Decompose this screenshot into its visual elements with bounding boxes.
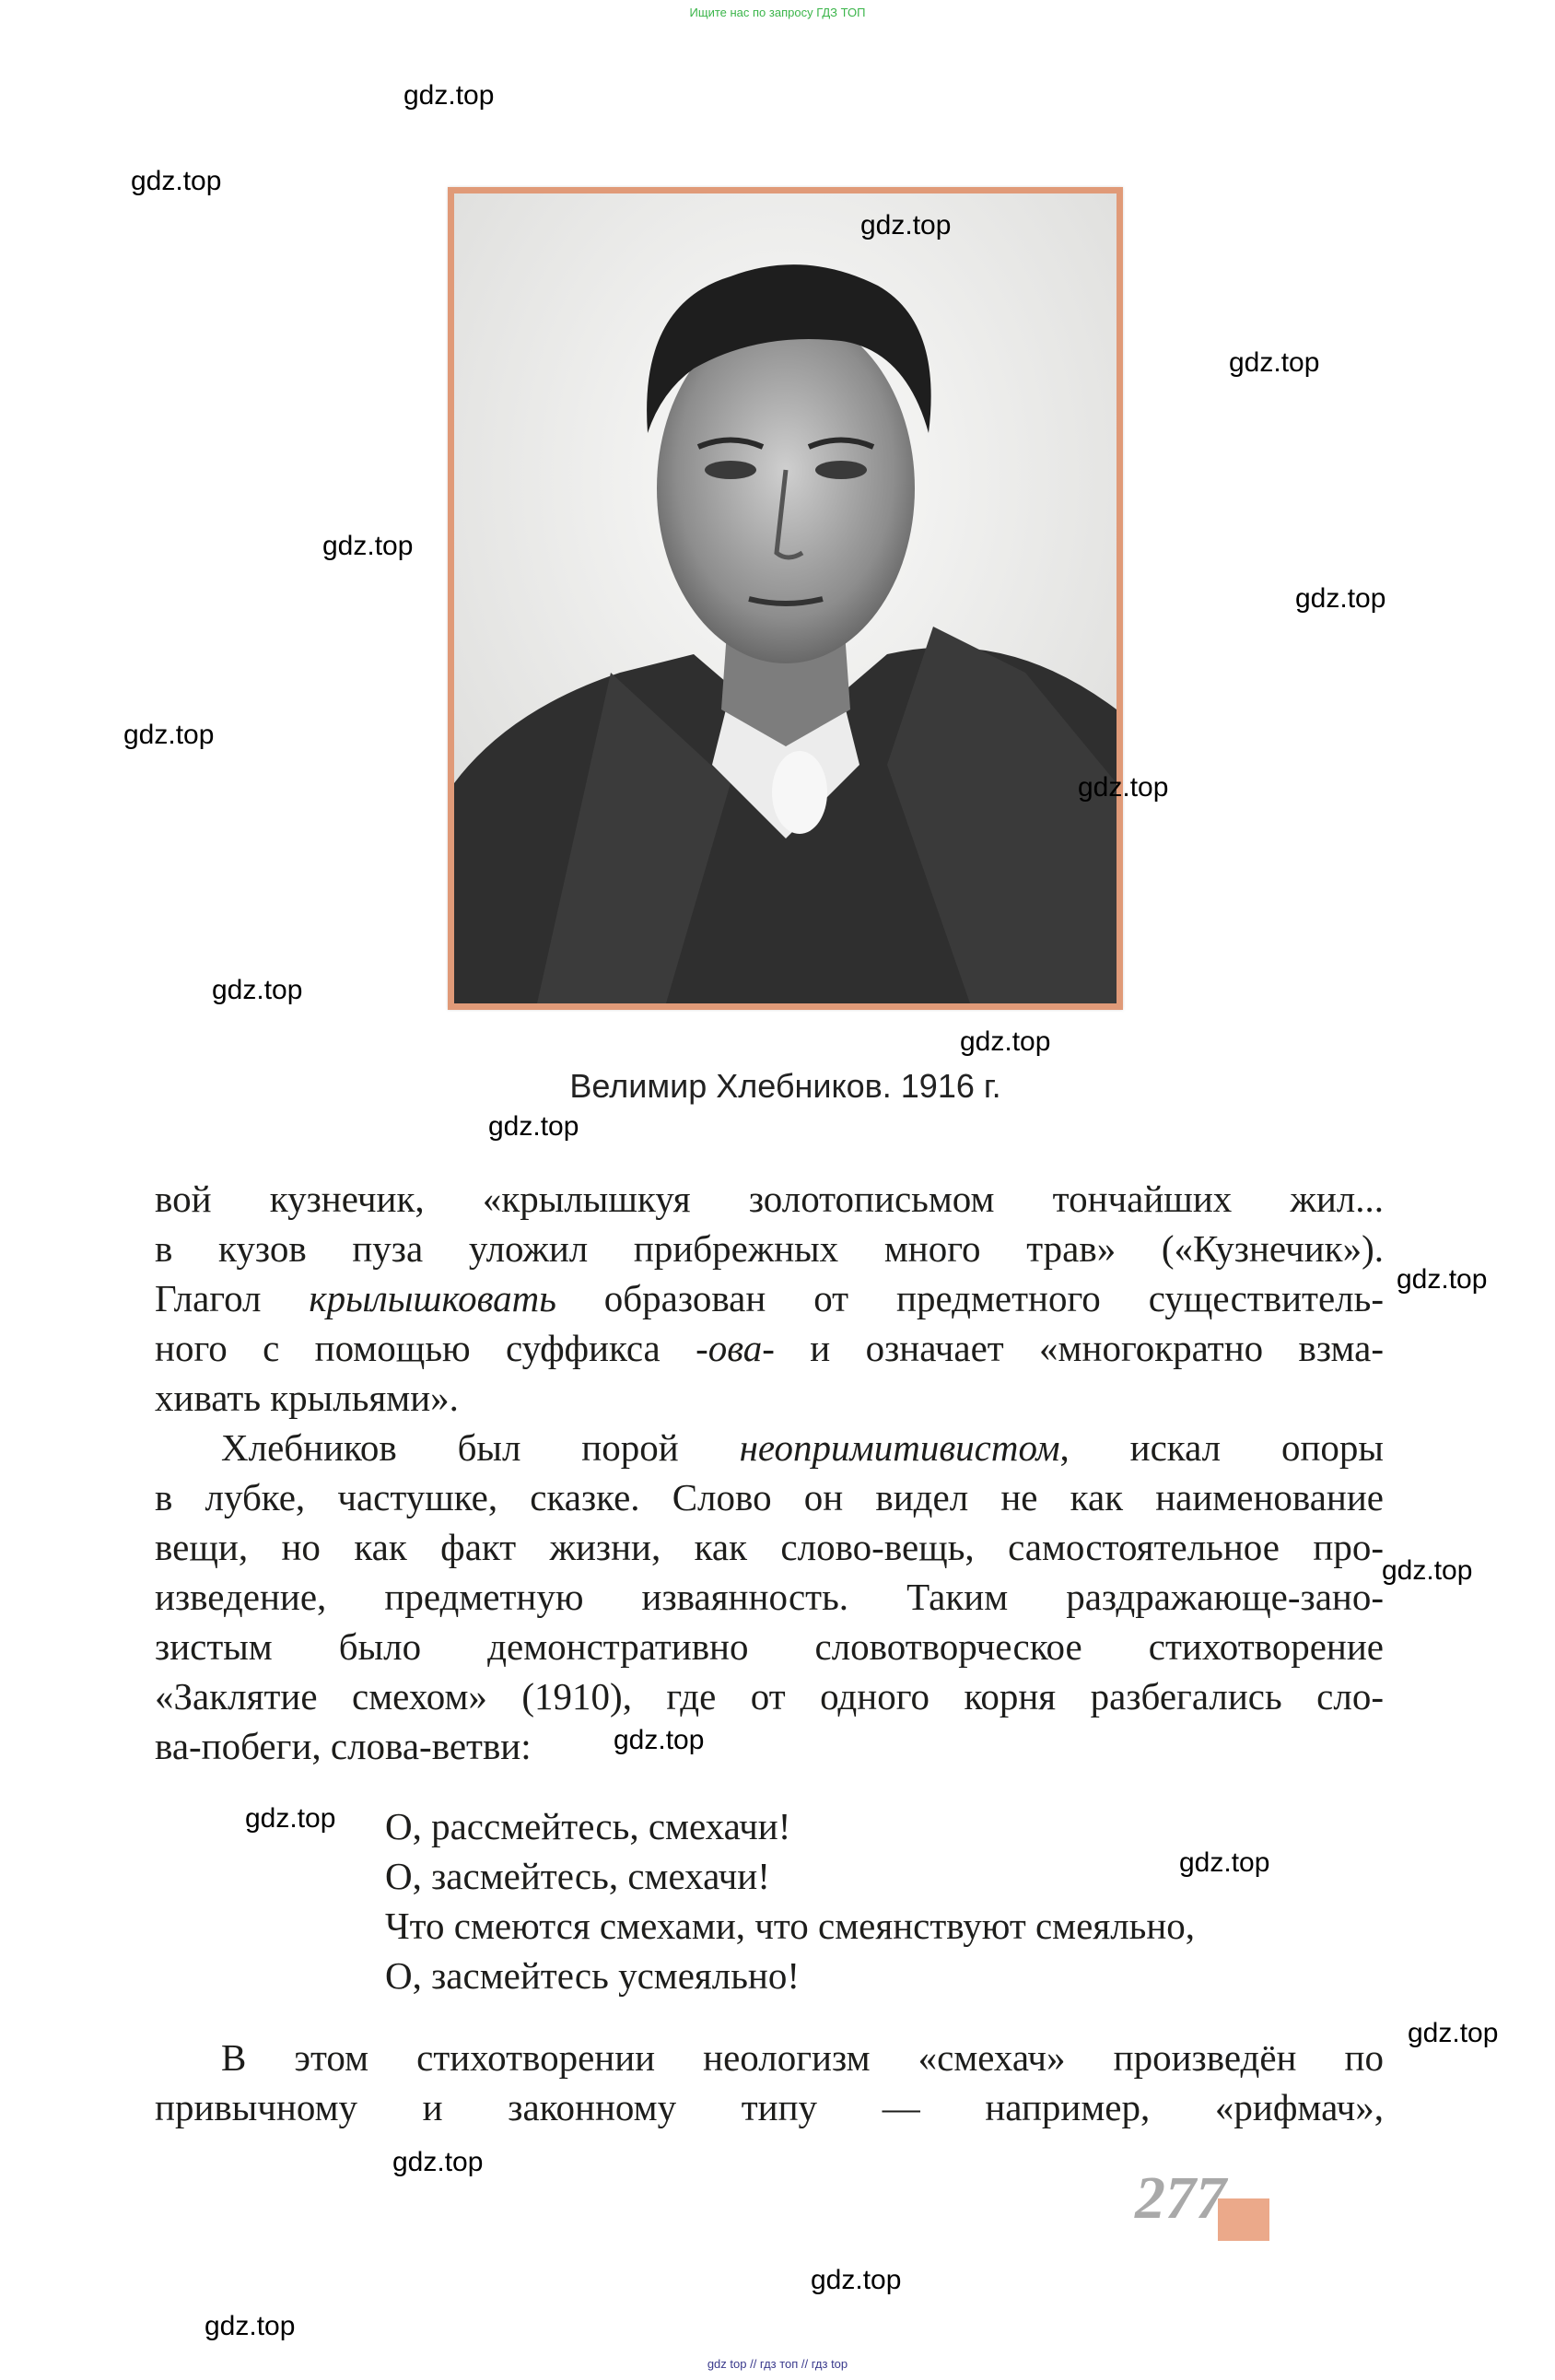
poem-line: Что смеются смехами, что смеянствуют смеяльно, (385, 1905, 1196, 1947)
paragraph-3 (155, 2033, 1384, 2132)
portrait-image (454, 193, 1117, 1003)
text-line: хивать крыльями». (155, 1377, 459, 1419)
text-line: ного с помощью суффикса -ова- и означает «многократно взма- (155, 1327, 1384, 1369)
text-line: ва-побеги, слова-ветви: (155, 1725, 532, 1767)
text-line: В этом стихотворении неологизм «смехач» произведён по (221, 2036, 1384, 2079)
emphasis-term: -ова- (696, 1327, 775, 1369)
watermark: gdz.top (123, 720, 215, 750)
poem-excerpt (385, 1801, 1195, 2000)
text-line: «Заклятие смехом» (1910), где от одного корня разбегались сло- (155, 1675, 1384, 1718)
poem-line: О, рассмейтесь, смехачи! (385, 1805, 791, 1847)
watermark: gdz.top (1295, 583, 1386, 614)
paragraph-1 (155, 1174, 1384, 1423)
watermark: gdz.top (488, 1111, 579, 1142)
paragraph-2 (155, 1423, 1384, 1771)
watermark: gdz.top (960, 1026, 1051, 1057)
watermark: gdz.top (1179, 1847, 1270, 1878)
watermark: gdz.top (322, 531, 414, 561)
text-line: вещи, но как факт жизни, как слово-вещь, самостоятельное про- (155, 1526, 1384, 1568)
watermark: gdz.top (860, 210, 952, 240)
text-line: Глагол крылышковать образован от предметного существитель- (155, 1277, 1384, 1319)
watermark: gdz.top (1382, 1555, 1473, 1586)
watermark: gdz.top (614, 1725, 705, 1755)
watermark: gdz.top (1078, 772, 1169, 803)
text-line: в кузов пуза уложил прибрежных много трав» («Кузнечик»). (155, 1227, 1384, 1270)
watermark: gdz.top (403, 80, 495, 111)
watermark: gdz.top (1408, 2018, 1499, 2048)
top-banner: Ищите нас по запросу ГДЗ ТОП (689, 6, 866, 19)
poem-line: О, засмейтесь, смехачи! (385, 1855, 770, 1897)
text-line: зистым было демонстративно словотворческое стихотворение (155, 1625, 1384, 1668)
bottom-banner: gdz top // гдз топ // гдз top (707, 2357, 848, 2371)
page-number: 277 (1135, 2164, 1226, 2232)
watermark: gdz.top (245, 1803, 336, 1834)
watermark: gdz.top (811, 2265, 902, 2295)
watermark: gdz.top (1229, 347, 1320, 378)
watermark: gdz.top (131, 166, 222, 196)
text-line: изведение, предметную изваянность. Таким раздражающе-зано- (155, 1576, 1384, 1618)
watermark: gdz.top (205, 2311, 296, 2341)
text-line: привычному и законному типу — например, «рифмач», (155, 2086, 1384, 2128)
emphasis-term: крылышковать (309, 1277, 556, 1319)
text-line: Хлебников был порой неопримитивистом, искал опоры (221, 1426, 1384, 1469)
watermark: gdz.top (392, 2147, 484, 2177)
text-line: вой кузнечик, «крылышкуя золотописьмом тончайших жил... (155, 1178, 1384, 1220)
emphasis-term: неопримитивистом (739, 1426, 1060, 1469)
watermark: gdz.top (1397, 1264, 1488, 1295)
watermark: gdz.top (212, 975, 303, 1005)
portrait-photo (448, 187, 1123, 1010)
poem-line: О, засмейтесь усмеяльно! (385, 1954, 801, 1997)
text-line: в лубке, частушке, сказке. Слово он видел не как наименование (155, 1476, 1384, 1518)
photo-caption: Велимир Хлебников. 1916 г. (569, 1067, 1001, 1105)
